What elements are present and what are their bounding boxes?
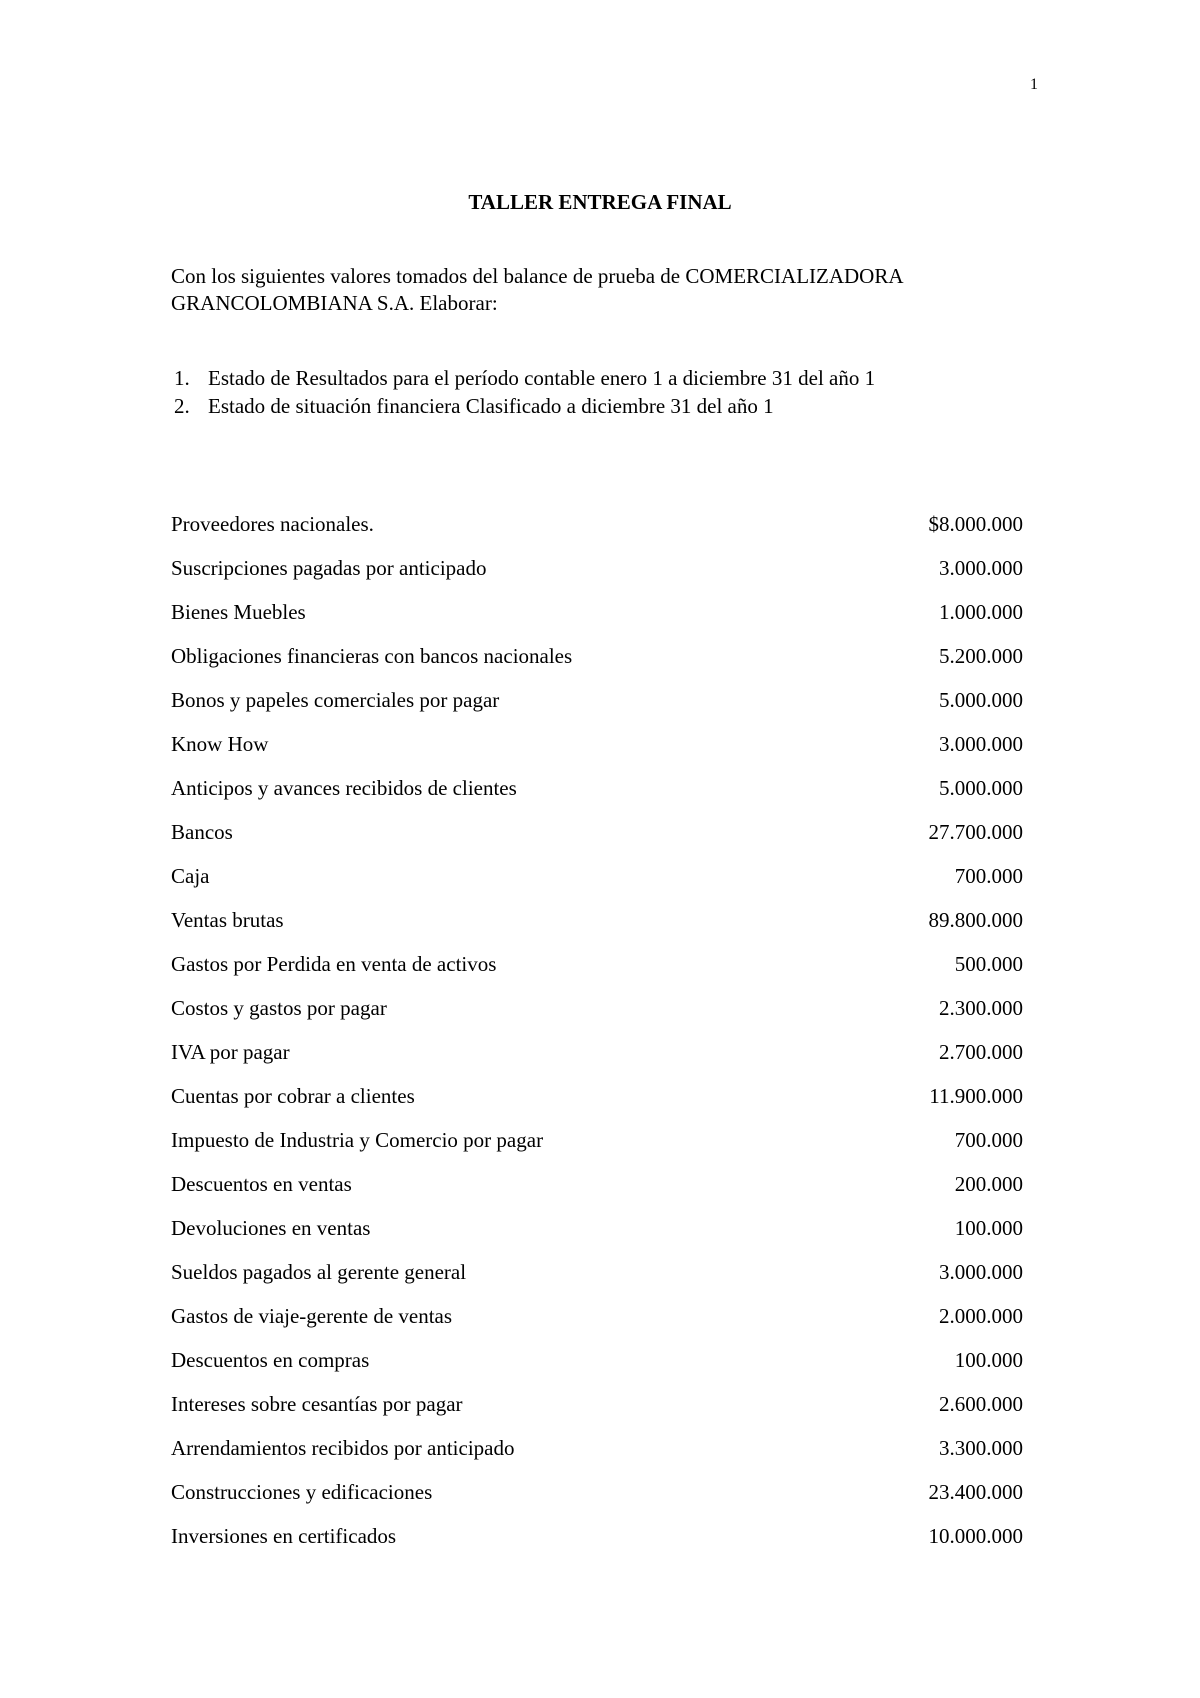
account-name: Costos y gastos por pagar <box>171 996 387 1020</box>
account-row <box>171 1478 1023 1522</box>
account-amount: 3.000.000 <box>939 732 1023 756</box>
account-row <box>171 730 1023 774</box>
account-name: Bancos <box>171 820 233 844</box>
account-amount: 700.000 <box>954 1128 1023 1152</box>
account-amount: 11.900.000 <box>929 1084 1023 1108</box>
account-row <box>171 906 1023 950</box>
account-row <box>171 774 1023 818</box>
account-row <box>171 950 1023 994</box>
account-amount: 5.000.000 <box>939 776 1023 800</box>
account-row <box>171 686 1023 730</box>
account-row <box>171 1346 1023 1390</box>
account-name: Ventas brutas <box>171 908 284 932</box>
account-name: Gastos por Perdida en venta de activos <box>171 952 497 976</box>
account-row <box>171 1214 1023 1258</box>
account-row <box>171 1126 1023 1170</box>
account-name: Gastos de viaje-gerente de ventas <box>171 1304 453 1328</box>
task-number: 1. <box>174 366 190 390</box>
account-amount: 2.000.000 <box>939 1304 1023 1328</box>
intro-paragraph <box>171 263 1031 317</box>
account-name: Caja <box>171 864 210 888</box>
account-name: Proveedores nacionales. <box>171 512 374 536</box>
account-name: Inversiones en certificados <box>171 1524 397 1548</box>
account-amount: $8.000.000 <box>928 512 1023 536</box>
account-amount: 5.000.000 <box>939 688 1023 712</box>
account-list <box>171 510 1023 1566</box>
account-amount: 500.000 <box>954 952 1023 976</box>
task-text: Estado de situación financiera Clasificado a diciembre 31 del año 1 <box>208 394 774 418</box>
intro-line: Con los siguientes valores tomados del balance de prueba de COMERCIALIZADORA <box>171 264 904 288</box>
account-name: Devoluciones en ventas <box>171 1216 371 1240</box>
account-amount: 100.000 <box>954 1348 1023 1372</box>
task-text: Estado de Resultados para el período contable enero 1 a diciembre 31 del año 1 <box>208 366 876 390</box>
account-name: Suscripciones pagadas por anticipado <box>171 556 487 580</box>
account-row <box>171 554 1023 598</box>
account-row <box>171 1302 1023 1346</box>
task-list <box>171 364 1031 420</box>
account-name: Intereses sobre cesantías por pagar <box>171 1392 463 1416</box>
account-row <box>171 642 1023 686</box>
account-amount: 10.000.000 <box>928 1524 1023 1548</box>
account-name: Obligaciones financieras con bancos nacionales <box>171 644 573 668</box>
page-number: 1 <box>1030 76 1038 93</box>
account-name: Descuentos en compras <box>171 1348 370 1372</box>
account-row <box>171 1038 1023 1082</box>
account-row <box>171 1522 1023 1566</box>
account-name: Anticipos y avances recibidos de clientes <box>171 776 517 800</box>
account-amount: 89.800.000 <box>928 908 1023 932</box>
account-amount: 3.000.000 <box>939 556 1023 580</box>
account-name: IVA por pagar <box>171 1040 290 1064</box>
account-row <box>171 862 1023 906</box>
intro-line: GRANCOLOMBIANA S.A. Elaborar: <box>171 291 498 315</box>
account-row <box>171 510 1023 554</box>
account-amount: 200.000 <box>954 1172 1023 1196</box>
account-row <box>171 818 1023 862</box>
account-name: Cuentas por cobrar a clientes <box>171 1084 415 1108</box>
account-amount: 23.400.000 <box>928 1480 1023 1504</box>
account-amount: 2.300.000 <box>939 996 1023 1020</box>
account-name: Bonos y papeles comerciales por pagar <box>171 688 500 712</box>
account-name: Impuesto de Industria y Comercio por pagar <box>171 1128 544 1152</box>
account-name: Descuentos en ventas <box>171 1172 352 1196</box>
account-row <box>171 1170 1023 1214</box>
account-amount: 100.000 <box>954 1216 1023 1240</box>
account-row <box>171 1082 1023 1126</box>
account-amount: 3.300.000 <box>939 1436 1023 1460</box>
account-amount: 27.700.000 <box>928 820 1023 844</box>
account-amount: 2.600.000 <box>939 1392 1023 1416</box>
account-row <box>171 598 1023 642</box>
account-row <box>171 1258 1023 1302</box>
account-amount: 1.000.000 <box>939 600 1023 624</box>
account-amount: 2.700.000 <box>939 1040 1023 1064</box>
account-name: Know How <box>171 732 269 756</box>
account-amount: 700.000 <box>954 864 1023 888</box>
task-number: 2. <box>174 394 190 418</box>
account-name: Arrendamientos recibidos por anticipado <box>171 1436 515 1460</box>
account-row <box>171 1434 1023 1478</box>
account-name: Bienes Muebles <box>171 600 306 624</box>
account-name: Sueldos pagados al gerente general <box>171 1260 467 1284</box>
account-row <box>171 1390 1023 1434</box>
account-amount: 3.000.000 <box>939 1260 1023 1284</box>
task-item <box>171 364 1031 392</box>
account-amount: 5.200.000 <box>939 644 1023 668</box>
task-item <box>171 392 1031 420</box>
account-row <box>171 994 1023 1038</box>
account-name: Construcciones y edificaciones <box>171 1480 433 1504</box>
document-title: TALLER ENTREGA FINAL <box>468 190 732 214</box>
